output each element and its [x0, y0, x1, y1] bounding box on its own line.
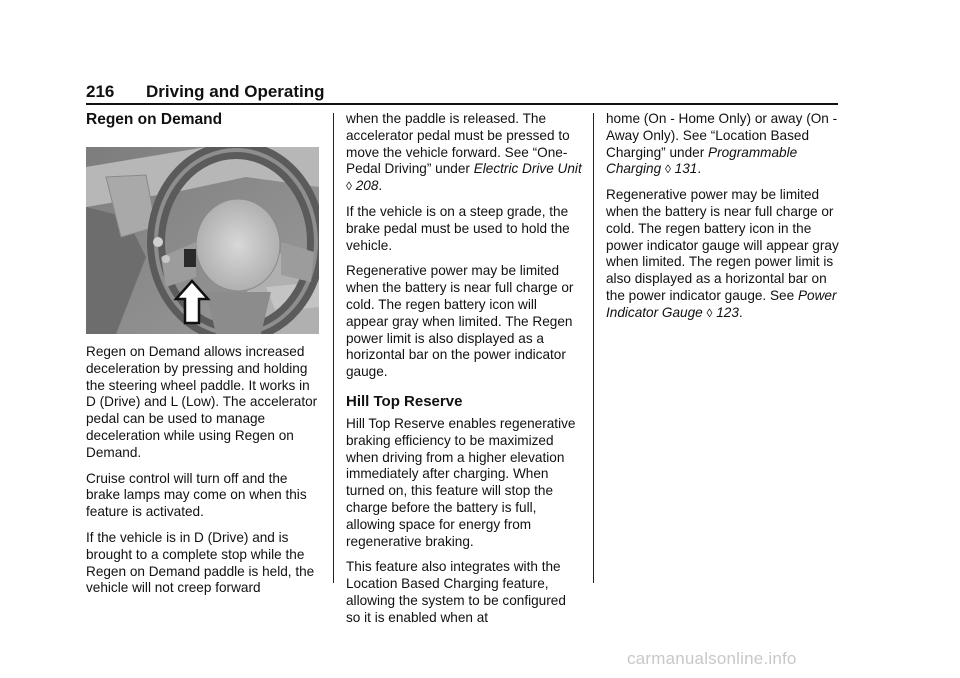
column-3: [606, 111, 842, 331]
watermark: carmanualsonline.info: [627, 649, 797, 668]
xref-icon: ◊: [664, 162, 671, 177]
header-rule: [86, 103, 838, 105]
paragraph: If the vehicle is in D (Drive) and is brought to a complete stop while the Regen on Demand paddle is held, the vehicle will not creep forward: [86, 529, 315, 596]
column-divider: [333, 113, 334, 583]
page-reference[interactable]: 131: [674, 161, 698, 177]
paragraph: Hill Top Reserve enables regenerative braking efficiency to be maximized when driving from a higher elevation immediately after charging. When turned on, this feature will stop the charge before the battery is full, allowing space for energy from regenerative braking.: [346, 415, 576, 549]
regen-heading: Regen on Demand: [86, 111, 223, 128]
cross-reference-link[interactable]: Programmable Charging: [606, 144, 798, 177]
paragraph: Regenerative power may be limited when the battery is near full charge or cold. The regen battery icon will appear gray when limited. The Regen power limit is also displayed as a horizontal bar on the power indicator gauge.: [346, 263, 574, 380]
column-1: [86, 111, 322, 606]
xref-icon: ◊: [346, 179, 352, 194]
paragraph: Regenerative power may be limited when the battery is near full charge or cold. The regen battery icon in the power indicator gauge will appear gray when limited. The regen power limit is also displayed as a horizontal bar on the power indicator gauge. See Power Indicator Gauge ◊ 123.: [606, 187, 839, 320]
column-divider: [593, 113, 594, 583]
page-reference[interactable]: 208: [355, 178, 379, 194]
page-header: [86, 82, 838, 104]
cross-reference-link[interactable]: Electric Drive Unit: [473, 161, 582, 177]
xref-icon: ◊: [706, 305, 713, 320]
paragraph: Regen on Demand allows increased deceleration by pressing and holding the steering wheel paddle. It works in D (Drive) and L (Low). The accelerator pedal can be used to manage deceleration while using Regen on Demand.: [86, 344, 318, 460]
paragraph: home (On - Home Only) or away (On - Away Only). See “Location Based Charging” under Programmable Charging ◊ 131.: [606, 111, 838, 177]
steering-wheel-illustration: [86, 147, 319, 334]
page-number: 216: [86, 82, 115, 101]
paragraph: If the vehicle is on a steep grade, the brake pedal must be used to hold the vehicle.: [346, 203, 570, 253]
column-2: [346, 111, 582, 636]
section-title: Driving and Operating: [146, 82, 325, 101]
paragraph: Cruise control will turn off and the brake lamps may come on when this feature is activated.: [86, 470, 307, 520]
paragraph: This feature also integrates with the Location Based Charging feature, allowing the system to be configured so it is enabled when at: [346, 559, 566, 625]
paragraph: when the paddle is released. The accelerator pedal must be pressed to move the vehicle forward. See “One-Pedal Driving” under Electric Drive Unit ◊ 208.: [346, 111, 582, 194]
cross-reference-link[interactable]: Power Indicator Gauge: [606, 287, 837, 320]
hill-top-heading: Hill Top Reserve: [346, 392, 463, 410]
page-reference[interactable]: 123: [716, 304, 739, 320]
